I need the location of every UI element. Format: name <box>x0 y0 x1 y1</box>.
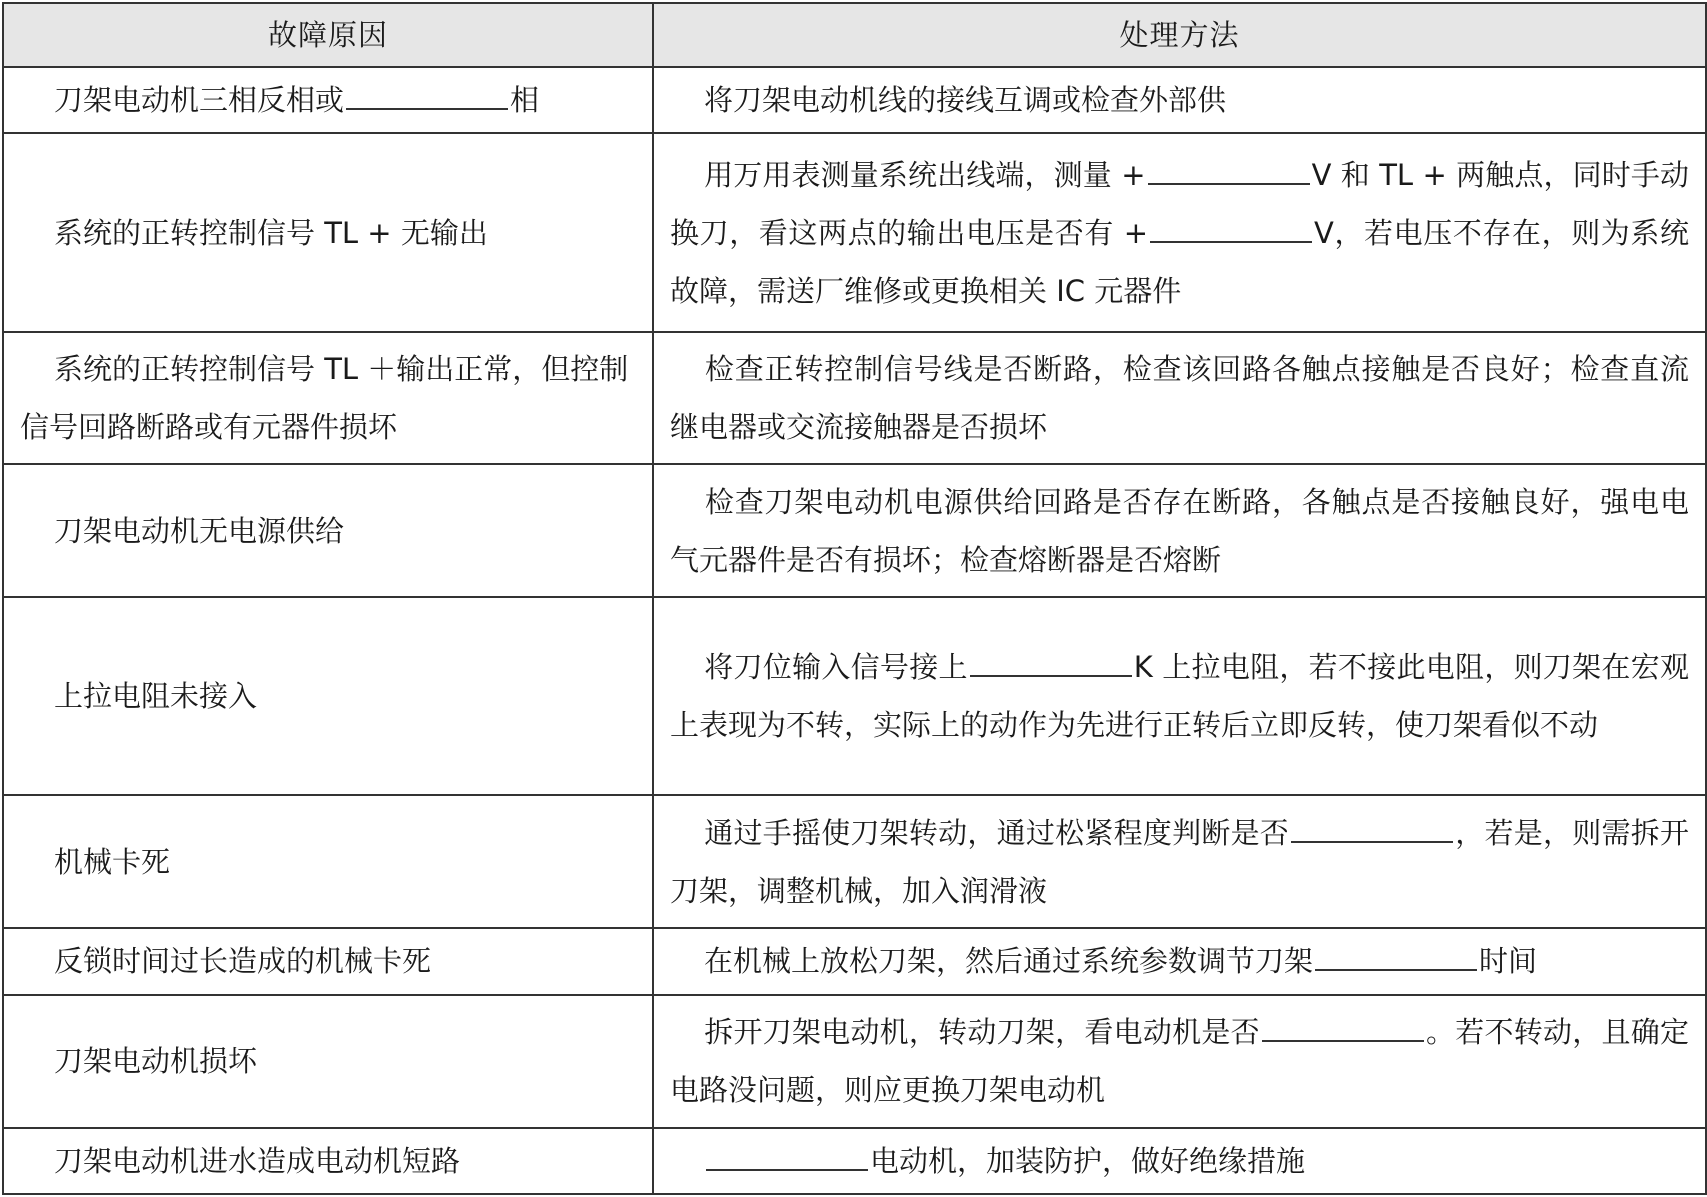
method-cell <box>653 67 1706 133</box>
method-cell <box>653 995 1706 1128</box>
table-row <box>3 597 1706 795</box>
fault-table <box>2 2 1707 1195</box>
method-text: 。若不转动，且确定电路没问题，则应更换刀架电动机 <box>670 1015 1689 1108</box>
method-text: 电动机，加装防护，做好绝缘措施 <box>870 1143 1306 1178</box>
table-row <box>3 795 1706 928</box>
method-cell <box>653 1128 1706 1195</box>
method-text: 检查刀架电动机电源供给回路是否存在断路，各触点是否接触良好，强电电气元器件是否有损坏；检查熔断器是否熔断 <box>670 484 1689 577</box>
fill-in-blank <box>970 639 1132 677</box>
cause-cell <box>3 1128 653 1195</box>
fill-in-blank <box>706 1133 868 1171</box>
method-cell <box>653 795 1706 928</box>
cause-cell <box>3 67 653 133</box>
method-text: 通过手摇使刀架转动，通过松紧程度判断是否 <box>704 815 1290 850</box>
method-text: V，若电压不存在，则为系统故障，需送厂维修或更换相关 IC 元器件 <box>670 215 1689 308</box>
method-cell <box>653 464 1706 597</box>
method-text: 用万用表测量系统出线端，测量 + <box>704 157 1146 192</box>
cause-text: 刀架电动机进水造成电动机短路 <box>54 1143 461 1178</box>
table-row <box>3 67 1706 133</box>
cause-cell <box>3 133 653 331</box>
method-text: V 和 TL + 两触点，同时手动换刀，看这两点的输出电压是否有 + <box>670 157 1689 250</box>
method-cell <box>653 133 1706 331</box>
cause-cell <box>3 795 653 928</box>
cause-text: 刀架电动机损坏 <box>54 1044 258 1079</box>
cause-cell <box>3 995 653 1128</box>
cause-text: 反锁时间过长造成的机械卡死 <box>54 944 432 979</box>
method-text: ，若是，则需拆开刀架，调整机械，加入润滑液 <box>670 815 1689 908</box>
method-text: 将刀架电动机线的接线互调或检查外部供 <box>704 83 1227 118</box>
cause-cell <box>3 332 653 465</box>
fill-in-blank <box>1315 933 1477 971</box>
fill-in-blank <box>346 72 508 110</box>
fill-in-blank <box>1262 1004 1424 1042</box>
method-text: 在机械上放松刀架，然后通过系统参数调节刀架 <box>704 944 1314 979</box>
fill-in-blank <box>1291 805 1453 843</box>
cause-cell <box>3 597 653 795</box>
method-cell <box>653 928 1706 994</box>
cause-text: 刀架电动机无电源供给 <box>54 513 345 548</box>
fill-in-blank <box>1148 147 1310 185</box>
table-row <box>3 995 1706 1128</box>
cause-text: 刀架电动机三相反相或 <box>54 83 345 118</box>
cause-text: 系统的正转控制信号 TL + 无输出 <box>54 215 488 250</box>
header-method: 处理方法 <box>653 3 1706 67</box>
table-row <box>3 928 1706 994</box>
method-text: 时间 <box>1479 944 1538 979</box>
cause-text: 上拉电阻未接入 <box>54 679 258 714</box>
method-cell <box>653 332 1706 465</box>
cause-text: 机械卡死 <box>54 844 171 879</box>
cause-cell <box>3 928 653 994</box>
fill-in-blank <box>1150 205 1312 243</box>
method-cell <box>653 597 1706 795</box>
method-text: K 上拉电阻，若不接此电阻，则刀架在宏观上表现为不转，实际上的动作为先进行正转后立即反转，使刀架看似不动 <box>670 650 1689 743</box>
cause-text: 相 <box>510 83 540 118</box>
cause-text: 系统的正转控制信号 TL ＋输出正常，但控制信号回路断路或有元器件损坏 <box>20 352 629 445</box>
header-cause: 故障原因 <box>3 3 653 67</box>
method-text: 拆开刀架电动机，转动刀架，看电动机是否 <box>704 1015 1260 1050</box>
table-row <box>3 464 1706 597</box>
method-text: 将刀位输入信号接上 <box>704 650 968 685</box>
table-row <box>3 133 1706 331</box>
method-text: 检查正转控制信号线是否断路，检查该回路各触点接触是否良好；检查直流继电器或交流接触器是否损坏 <box>670 352 1689 445</box>
table-row <box>3 332 1706 465</box>
table-row <box>3 1128 1706 1195</box>
table-header-row <box>3 3 1706 67</box>
cause-cell <box>3 464 653 597</box>
